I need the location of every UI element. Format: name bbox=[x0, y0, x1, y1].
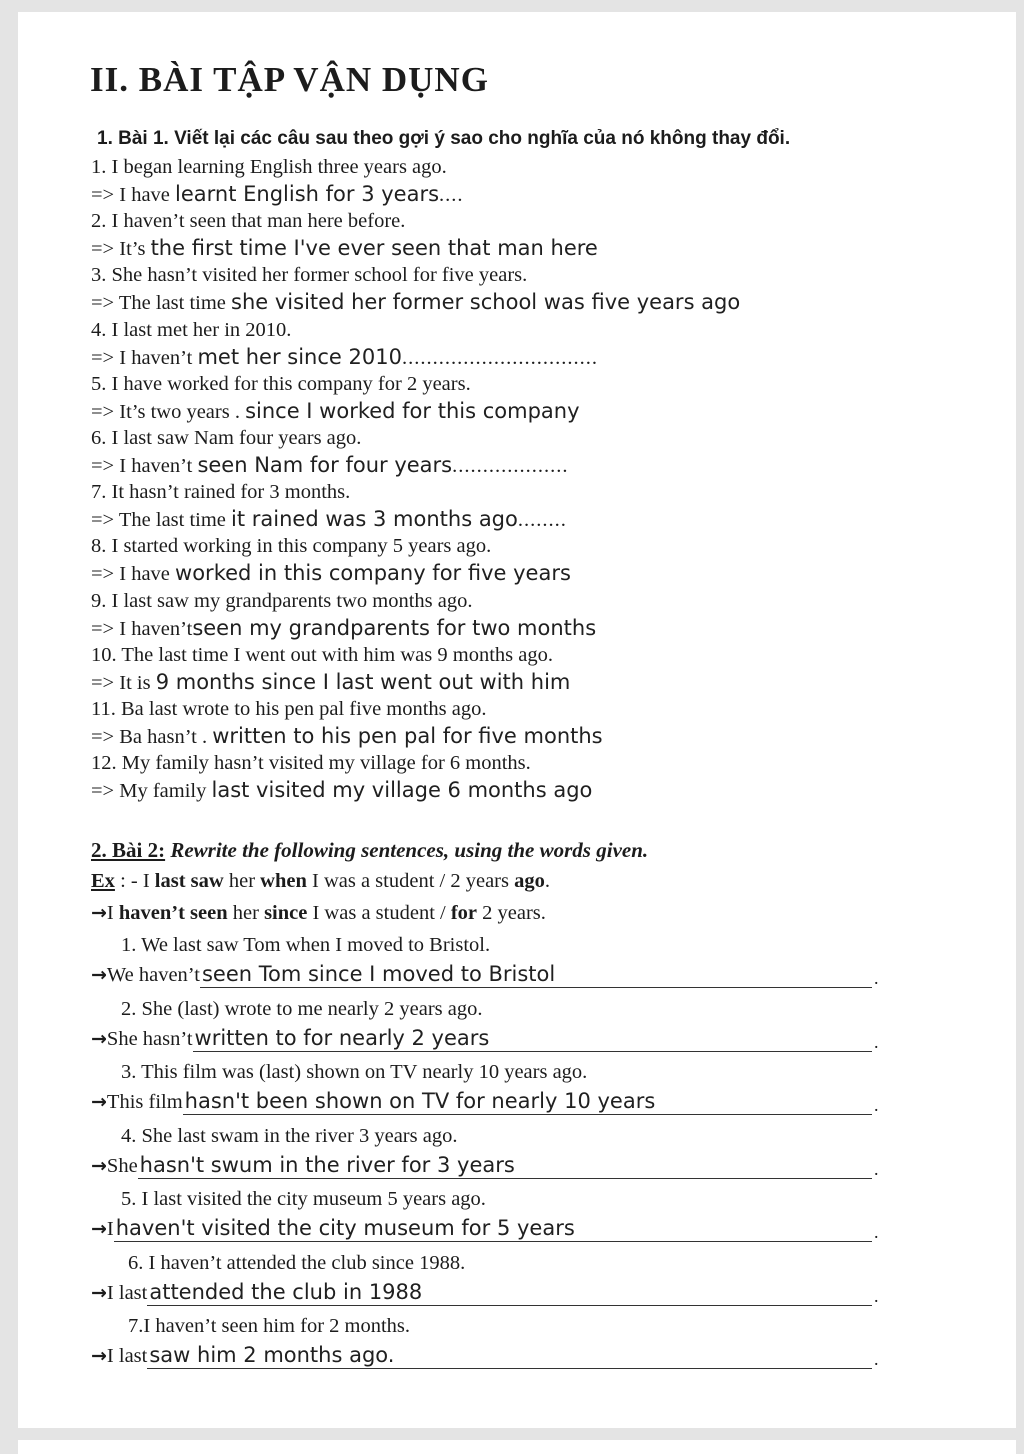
example-keyword: for bbox=[450, 902, 478, 924]
answer-prefix: => I haven’t bbox=[91, 347, 198, 369]
question-2: 2. I haven’t seen that man here before. bbox=[91, 210, 406, 232]
answer-underline bbox=[200, 987, 872, 988]
ex2-answer-line-7 bbox=[91, 1343, 394, 1368]
answer-line-11 bbox=[91, 724, 603, 749]
answer-underline bbox=[147, 1368, 872, 1369]
answer-prefix: => I haven’t bbox=[91, 455, 198, 477]
answer-prefix: We haven’t bbox=[106, 964, 200, 986]
handwritten-answer: attended the club in 1988 bbox=[149, 1280, 423, 1304]
example-keyword: since bbox=[264, 902, 308, 924]
handwritten-answer: the first time I've ever seen that man here bbox=[150, 236, 598, 260]
handwritten-answer: haven't visited the city museum for 5 years bbox=[115, 1216, 575, 1240]
handwritten-answer: last visited my village 6 months ago bbox=[211, 778, 593, 802]
question-10: 10. The last time I went out with him was 9 months ago. bbox=[91, 644, 553, 666]
answer-prefix: => The last time bbox=[91, 509, 232, 531]
line-end-period: . bbox=[874, 1349, 879, 1369]
answer-prefix: => I have bbox=[91, 563, 176, 585]
ex2-question-3: 3. This film was (last) shown on TV nearly 10 years ago. bbox=[121, 1061, 588, 1083]
answer-underline bbox=[114, 1241, 872, 1242]
question-7: 7. It hasn’t rained for 3 months. bbox=[91, 481, 351, 503]
ex2-answer-line-1 bbox=[91, 962, 555, 987]
example-label: Ex bbox=[91, 870, 115, 892]
answer-line-9 bbox=[91, 616, 596, 641]
line-end-period: . bbox=[874, 1095, 879, 1115]
ex2-answer-line-5 bbox=[91, 1216, 575, 1241]
arrow-icon: → bbox=[91, 902, 107, 924]
ex2-answer-line-6 bbox=[91, 1280, 422, 1305]
handwritten-answer: hasn't swum in the river for 3 years bbox=[139, 1153, 515, 1177]
line-end-period: . bbox=[874, 1286, 879, 1306]
arrow-icon: → bbox=[91, 1155, 107, 1177]
handwritten-answer: written to for nearly 2 years bbox=[194, 1026, 490, 1050]
question-9: 9. I last saw my grandparents two months ago. bbox=[91, 590, 473, 612]
answer-line-4 bbox=[91, 345, 598, 370]
answer-prefix: She hasn’t bbox=[106, 1028, 193, 1050]
answer-prefix: This film bbox=[106, 1091, 183, 1113]
dotted-filler: .... bbox=[439, 184, 464, 206]
dotted-filler: ................................ bbox=[401, 347, 598, 369]
answer-line-12 bbox=[91, 778, 592, 803]
ex2-question-6: 6. I haven’t attended the club since 1988. bbox=[128, 1252, 466, 1274]
answer-prefix: => I haven’t bbox=[91, 618, 193, 640]
answer-prefix: I bbox=[106, 1218, 114, 1240]
arrow-icon: → bbox=[91, 1218, 107, 1240]
example-text: I was a student / bbox=[307, 902, 451, 924]
dotted-filler: ........ bbox=[517, 509, 567, 531]
answer-prefix: I last bbox=[106, 1345, 148, 1367]
exercise-2-instruction: Rewrite the following sentences, using the words given. bbox=[165, 838, 649, 862]
answer-line-8 bbox=[91, 561, 571, 586]
ex2-question-2: 2. She (last) wrote to me nearly 2 years ago. bbox=[121, 998, 483, 1020]
answer-prefix: She bbox=[106, 1155, 138, 1177]
example-text: her bbox=[227, 902, 265, 924]
arrow-icon: → bbox=[91, 1282, 107, 1304]
question-11: 11. Ba last wrote to his pen pal five months ago. bbox=[91, 698, 487, 720]
ex2-answer-line-2 bbox=[91, 1026, 489, 1051]
exercise-1-heading: 1. Bài 1. Viết lại các câu sau theo gợi ý sao cho nghĩa của nó không thay đổi. bbox=[97, 128, 791, 149]
answer-line-10 bbox=[91, 670, 570, 695]
handwritten-answer: written to his pen pal for five months bbox=[212, 724, 603, 748]
answer-underline bbox=[193, 1051, 872, 1052]
answer-underline bbox=[138, 1178, 872, 1179]
example-keyword: ago bbox=[514, 870, 545, 892]
example-line-2 bbox=[91, 902, 546, 925]
exercise-2-number: 2. Bài 2: bbox=[91, 838, 166, 862]
ex2-answer-line-3 bbox=[91, 1089, 655, 1114]
next-page-edge bbox=[18, 1440, 1016, 1454]
answer-prefix: => I have bbox=[91, 184, 176, 206]
handwritten-answer: seen Tom since I moved to Bristol bbox=[201, 962, 556, 986]
handwritten-answer: worked in this company for five years bbox=[175, 561, 571, 585]
handwritten-answer: seen Nam for four years bbox=[197, 453, 453, 477]
arrow-icon: → bbox=[91, 964, 107, 986]
handwritten-answer: saw him 2 months ago. bbox=[149, 1343, 395, 1367]
dotted-filler: ................... bbox=[452, 455, 569, 477]
example-keyword: when bbox=[260, 870, 307, 892]
answer-prefix: => It’s bbox=[91, 238, 151, 260]
exercise-2-heading bbox=[91, 838, 648, 863]
question-8: 8. I started working in this company 5 years ago. bbox=[91, 535, 492, 557]
answer-line-6 bbox=[91, 453, 569, 478]
example-text: . bbox=[544, 870, 550, 892]
example-keyword: haven’t seen bbox=[118, 902, 228, 924]
answer-prefix: => It is bbox=[91, 672, 156, 694]
answer-prefix: I last bbox=[106, 1282, 148, 1304]
question-4: 4. I last met her in 2010. bbox=[91, 319, 292, 341]
handwritten-answer: seen my grandparents for two months bbox=[192, 616, 597, 640]
answer-prefix: => It’s two years . bbox=[91, 401, 246, 423]
handwritten-answer: it rained was 3 months ago bbox=[231, 507, 518, 531]
arrow-icon: → bbox=[91, 1028, 107, 1050]
example-text: I bbox=[106, 902, 119, 924]
answer-underline bbox=[147, 1305, 872, 1306]
handwritten-answer: 9 months since I last went out with him bbox=[155, 670, 571, 694]
line-end-period: . bbox=[874, 1222, 879, 1242]
question-3: 3. She hasn’t visited her former school for five years. bbox=[91, 264, 528, 286]
ex2-question-7: 7.I haven’t seen him for 2 months. bbox=[128, 1315, 411, 1337]
handwritten-answer: learnt English for 3 years bbox=[175, 182, 440, 206]
question-12: 12. My family hasn’t visited my village for 6 months. bbox=[91, 752, 531, 774]
answer-line-7 bbox=[91, 507, 567, 532]
ex2-question-4: 4. She last swam in the river 3 years ago. bbox=[121, 1125, 458, 1147]
answer-line-1 bbox=[91, 182, 464, 207]
example-line-1 bbox=[91, 870, 550, 893]
answer-underline bbox=[183, 1114, 872, 1115]
answer-line-3 bbox=[91, 290, 740, 315]
ex2-question-1: 1. We last saw Tom when I moved to Bristol. bbox=[121, 934, 491, 956]
arrow-icon: → bbox=[91, 1091, 107, 1113]
handwritten-answer: since I worked for this company bbox=[245, 399, 580, 423]
answer-prefix: => Ba hasn’t . bbox=[91, 726, 213, 748]
answer-prefix: => My family bbox=[91, 780, 212, 802]
example-text: her bbox=[223, 870, 261, 892]
question-6: 6. I last saw Nam four years ago. bbox=[91, 427, 362, 449]
ex2-question-5: 5. I last visited the city museum 5 years ago. bbox=[121, 1188, 486, 1210]
example-text: : - I bbox=[114, 870, 155, 892]
example-text: 2 years. bbox=[477, 902, 546, 924]
line-end-period: . bbox=[874, 968, 879, 988]
line-end-period: . bbox=[874, 1032, 879, 1052]
arrow-icon: → bbox=[91, 1345, 107, 1367]
answer-line-2 bbox=[91, 236, 598, 261]
handwritten-answer: she visited her former school was five years ago bbox=[231, 290, 741, 314]
question-5: 5. I have worked for this company for 2 years. bbox=[91, 373, 471, 395]
handwritten-answer: met her since 2010 bbox=[197, 345, 402, 369]
page-title: II. BÀI TẬP VẬN DỤNG bbox=[90, 60, 489, 99]
example-text: I was a student / 2 years bbox=[306, 870, 515, 892]
line-end-period: . bbox=[874, 1159, 879, 1179]
answer-prefix: => The last time bbox=[91, 292, 232, 314]
handwritten-answer: hasn't been shown on TV for nearly 10 years bbox=[184, 1089, 656, 1113]
question-1: 1. I began learning English three years ago. bbox=[91, 156, 447, 178]
answer-line-5 bbox=[91, 399, 580, 424]
ex2-answer-line-4 bbox=[91, 1153, 515, 1178]
example-keyword: last saw bbox=[154, 870, 224, 892]
